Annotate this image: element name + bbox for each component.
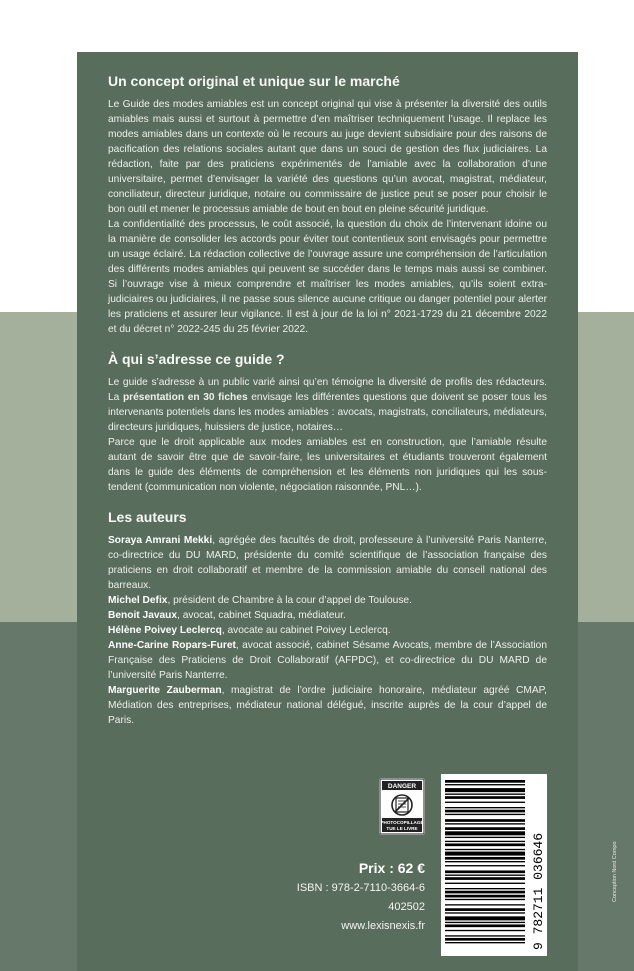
audience-text: envisage les différentes questions que doivent se poser tous les intervenants potentiels dans les modes amiables : avocats, magistrats, conciliateurs, médiateurs, directeurs juridiques, huissiers de justice, notaires… (108, 392, 547, 433)
product-code: 402502 (388, 901, 425, 913)
author-name: Benoit Javaux (108, 610, 178, 621)
author-name: Michel Defix (108, 595, 168, 606)
design-credit: Conception Nord Compo (612, 841, 618, 902)
author-entry (108, 593, 547, 608)
logo-line-2: TUE LE LIVRE (386, 826, 418, 831)
isbn-label: ISBN : 978-2-7110-3664-6 (296, 882, 425, 894)
barcode-bar (445, 849, 525, 850)
author-entry (108, 683, 547, 728)
concept-paragraph-2: La confidentialité des processus, le coût associé, la question du choix de l’intervenant idoine ou la manière de consolider les accords pour éviter tout contentieux sont envisagés pour permettre un usage éclairé. La rédaction collective de l’ouvrage assure une compréhension de l’articulation des différents modes amiables qui peuvent se succéder dans le temps mais aussi se combiner. Si l’ouvrage vise à mieux comprendre et maîtriser les modes amiables, qu’ils soient extra-judiciaires ou judiciaires, il ne passe sous silence aucune critique ou danger potentiel pour alerter les praticiens et assurer leur vigilance. Il est à jour de la loi n° 2021-1729 du 21 décembre 2022 et du décret n° 2022-245 du 25 février 2022. (108, 219, 547, 335)
author-name: Soraya Amrani Mekki (108, 535, 213, 546)
barcode-bar (445, 843, 525, 846)
barcode-bar (445, 794, 525, 795)
photocopy-kills-book-icon (379, 778, 425, 835)
author-entry (108, 533, 547, 593)
author-entry (108, 623, 547, 638)
barcode-bar (445, 780, 525, 783)
barcode-bar (445, 788, 525, 792)
barcode-bar (445, 861, 525, 862)
barcode-bar (445, 883, 525, 884)
barcode-bar (445, 865, 525, 866)
section-title-authors: Les auteurs (108, 509, 187, 525)
audience-paragraph-1 (108, 375, 547, 435)
barcode-bar (445, 895, 525, 898)
barcode-bar (445, 930, 525, 931)
author-description: , agrégée des facultés de droit, professeure à l’université Paris Nanterre, co-directrice du DU MARD, présidente du comité scientifique de l’association française des praticiens en droit collaboratif et membre de la commission amiable du conseil national des barreaux. (108, 535, 547, 591)
barcode-bar (445, 802, 525, 803)
logo-line-1: PHOTOCOPILLAGE (380, 820, 424, 825)
barcode-bar (445, 877, 525, 880)
barcode-bar (445, 912, 525, 913)
concept-paragraph-1: Le Guide des modes amiables est un concept original qui vise à présenter la diversité des outils amiables mais aussi et surtout à permettre d’en maîtriser techniquement l’usage. Il replace les modes amiables dans un contexte où le recours au juge devient subsidiaire pour des raisons de pacification des relations sociales autant que dans un souci de gestion des flux judiciaires. La rédaction, faite par des praticiens expérimentés de l’amiable avec la collaboration d’une universitaire, permet d’envisager la variété des questions qu’un avocat, magistrat, médiateur, conciliateur, directeur juridique, notaire ou commissaire de justice peut se poser pour choisir le bon outil et mener le processus amiable de bout en bout en pleine sécurité juridique. (108, 99, 547, 215)
author-description: , avocate au cabinet Poivey Leclercq. (221, 625, 391, 636)
author-entry (108, 638, 547, 683)
barcode-bar (445, 922, 525, 923)
author-name: Anne-Carine Ropars-Furet (108, 640, 236, 651)
barcode-bar (445, 904, 525, 905)
barcode-bar (445, 841, 525, 842)
audience-highlight: présentation en 30 fiches (122, 392, 248, 403)
barcode-bar (445, 831, 525, 835)
logo-danger-text: DANGER (387, 783, 417, 790)
barcode-bar (445, 908, 525, 911)
barcode-bar (445, 888, 525, 889)
barcode-bar (445, 870, 525, 873)
author-name: Marguerite Zauberman (108, 685, 222, 696)
publisher-website: www.lexisnexis.fr (341, 920, 425, 932)
barcode-bar (445, 796, 525, 799)
barcode-bar (445, 807, 525, 808)
barcode-bar (445, 857, 525, 860)
author-description: , avocat associé, cabinet Sésame Avocats, membre de l’Association Française des Praticiens de Droit Collaboratif (AFPDC), et co-directrice du DU MARD de l’université Paris Nanterre. (108, 640, 547, 681)
audience-text: Le guide s’adresse à un public varié ainsi qu’en témoigne la diversité de profils des rédacteurs. La (108, 377, 547, 403)
barcode-bar (445, 935, 525, 936)
barcode-bar (445, 810, 525, 813)
barcode-bar (445, 837, 525, 838)
barcode-bar (445, 827, 525, 830)
section-title-audience: À qui s’adresse ce guide ? (108, 351, 285, 367)
barcode-bar (445, 852, 525, 856)
barcode-bar (445, 875, 525, 876)
barcode-digits: 9 782711 036646 (531, 832, 546, 950)
barcode-bar (445, 784, 525, 785)
barcode-bar (445, 938, 525, 941)
barcode-bar (445, 819, 525, 822)
barcode-bar (445, 891, 525, 894)
barcode-bar (445, 823, 525, 824)
author-description: , président de Chambre à la cour d’appel de Toulouse. (167, 595, 412, 606)
barcode-bar (445, 916, 525, 920)
barcode-bar (445, 814, 525, 815)
section-title-concept: Un concept original et unique sur le marché (108, 73, 400, 89)
author-name: Hélène Poivey Leclercq (108, 625, 222, 636)
barcode-icon (441, 774, 547, 956)
barcode-bar (445, 924, 525, 927)
audience-paragraph-2: Parce que le droit applicable aux modes amiables est en construction, que l’amiable résulte autant de savoir être que de savoir-faire, les universitaires et étudiants trouveront également dans le guide des éléments de compréhension et les éléments non juridiques qui les sous-tendent (communication non violente, négociation raisonnée, PNL…). (108, 437, 547, 493)
author-entry (108, 608, 547, 623)
price-label: Prix : 62 € (358, 860, 425, 876)
author-description: , avocat, cabinet Squadra, médiateur. (177, 610, 346, 621)
back-cover-text (108, 72, 547, 728)
author-description: , magistrat de l’ordre judiciaire honoraire, médiateur agréé CMAP, Médiation des entreprises, médiateur national délégué, inscrite auprès de la cour d’appel de Paris. (108, 685, 547, 726)
barcode-bar (445, 942, 525, 943)
barcode-bar (445, 899, 525, 900)
